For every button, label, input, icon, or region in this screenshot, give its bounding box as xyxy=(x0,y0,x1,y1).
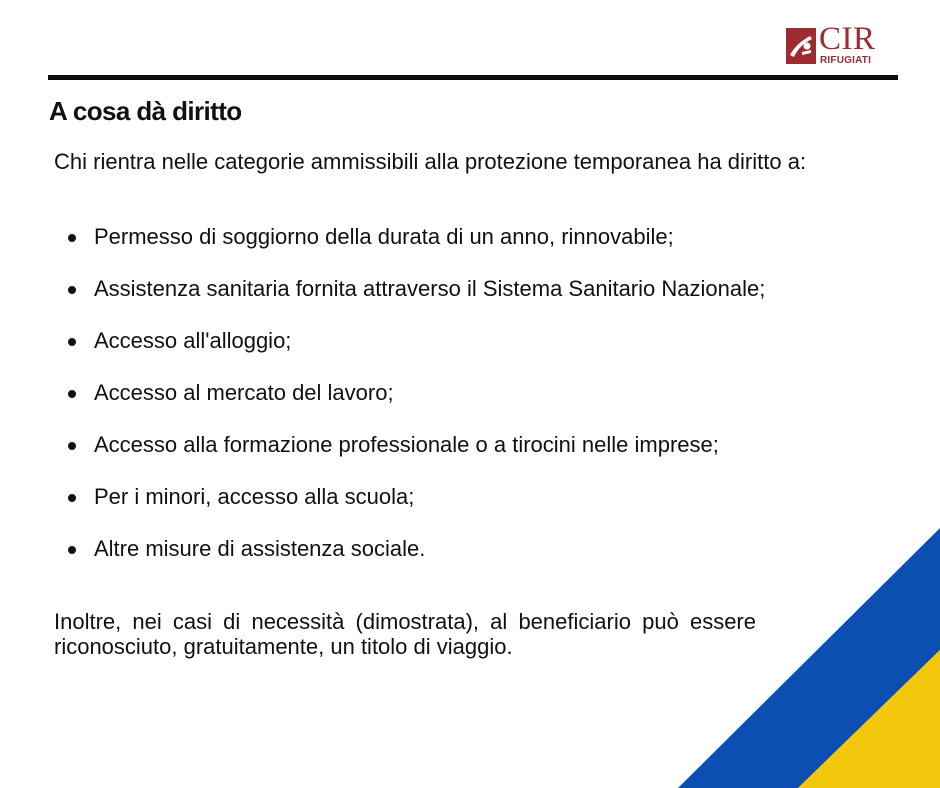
intro-paragraph: Chi rientra nelle categorie ammissibili alla protezione temporanea ha diritto a: xyxy=(54,149,807,174)
rights-item-text: Assistenza sanitaria fornita attraverso il Sistema Sanitario Nazionale; xyxy=(94,276,766,301)
rights-item-text: Accesso all'alloggio; xyxy=(94,328,292,353)
outro-paragraph: Inoltre, nei casi di necessità (dimostrata), al beneficiario può essere riconosciuto, gratuitamente, un titolo di viaggio. xyxy=(54,609,756,659)
rights-item-text: Per i minori, accesso alla scuola; xyxy=(94,484,415,509)
logo-title: CIR xyxy=(819,21,876,57)
logo-subtitle: RIFUGIATI xyxy=(820,55,872,66)
rights-item-text: Permesso di soggiorno della durata di un anno, rinnovabile; xyxy=(94,224,674,249)
rights-item-text: Accesso al mercato del lavoro; xyxy=(94,380,394,405)
rights-item-text: Accesso alla formazione professionale o a tirocini nelle imprese; xyxy=(94,432,719,457)
page-heading: A cosa dà diritto xyxy=(49,96,242,126)
rights-item-text: Altre misure di assistenza sociale. xyxy=(94,536,426,561)
